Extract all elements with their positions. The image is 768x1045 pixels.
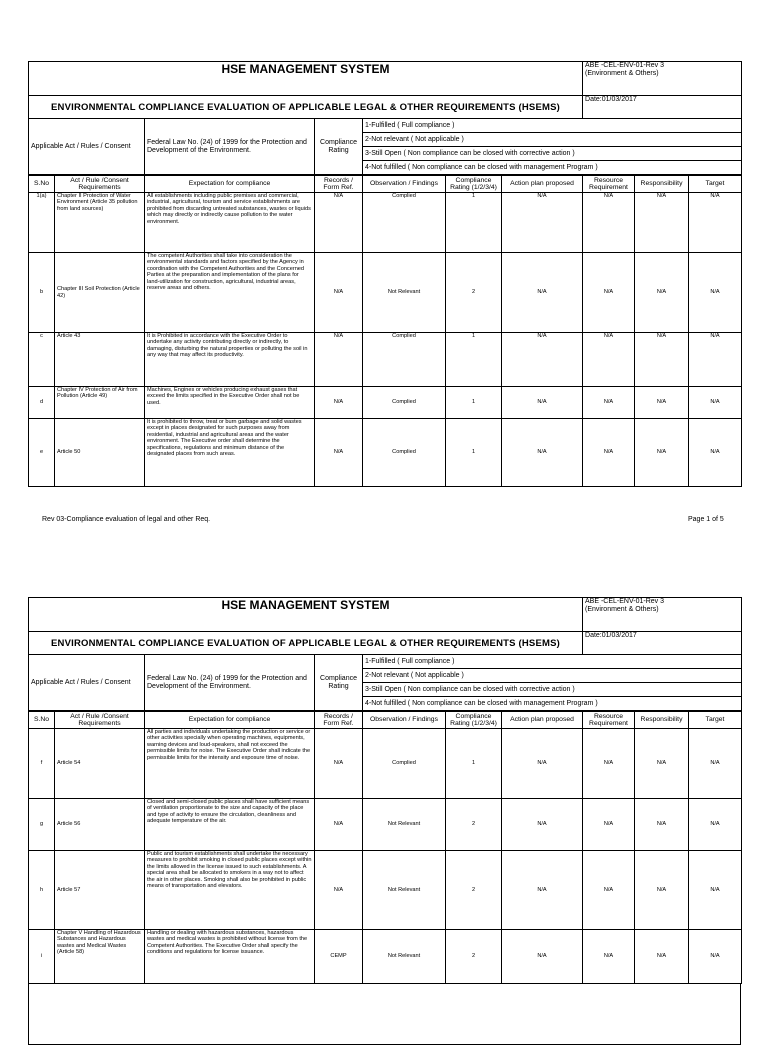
- cell-rating: 2: [446, 930, 502, 984]
- cell-observation: Complied: [363, 729, 446, 799]
- cell-records: N/A: [315, 387, 363, 419]
- col-act: Act / Rule /Consent Requirements: [55, 712, 145, 729]
- cell-act: Chapter V Handling of Hazardous Substances and Hazardous wastes and Medical Wastes (Article 58): [55, 930, 145, 984]
- table-row: [29, 253, 742, 333]
- cell-responsibility: N/A: [635, 851, 689, 930]
- cell-observation: Not Relevant: [363, 930, 446, 984]
- col-action: Action plan proposed: [502, 176, 583, 193]
- cell-action: N/A: [502, 419, 583, 487]
- cell-expectation: It is prohibited to throw, treat or burn garbage and solid wastes except in places designated for such purposes away from residential, industrial and agricultural areas and the water environment. The Executive order shall determine the specifications, regulations and minimum distance of the designated places from such areas.: [145, 419, 315, 487]
- col-rating: Compliance Rating (1/2/3/4): [446, 176, 502, 193]
- cell-resource: N/A: [583, 387, 635, 419]
- cell-action: N/A: [502, 799, 583, 851]
- col-resource: Resource Requirement: [583, 176, 635, 193]
- cell-rating: 2: [446, 851, 502, 930]
- cell-action: N/A: [502, 253, 583, 333]
- column-header-row: [29, 176, 742, 193]
- system-title: HSE MANAGEMENT SYSTEM: [29, 62, 583, 96]
- cell-sno: b: [29, 253, 55, 333]
- cell-rating: 1: [446, 193, 502, 253]
- cell-target: N/A: [689, 729, 742, 799]
- cell-records: N/A: [315, 799, 363, 851]
- compliance-table: [28, 711, 742, 984]
- table-row: [29, 333, 742, 387]
- col-resource: Resource Requirement: [583, 712, 635, 729]
- cell-resource: N/A: [583, 253, 635, 333]
- col-expectation: Expectation for compliance: [145, 176, 315, 193]
- cell-action: N/A: [502, 851, 583, 930]
- cell-rating: 2: [446, 253, 502, 333]
- cell-rating: 1: [446, 387, 502, 419]
- doc-ref-line: (Environment & Others): [585, 606, 659, 613]
- cell-act: Article 56: [55, 799, 145, 851]
- table-row: [29, 851, 742, 930]
- cell-target: N/A: [689, 193, 742, 253]
- rating-option: 1-Fulfilled ( Full compliance ): [363, 119, 742, 133]
- cell-sno: 1(a): [29, 193, 55, 253]
- doc-ref-line: (Environment & Others): [585, 70, 659, 77]
- table-row: [29, 387, 742, 419]
- footer-page-number: Page 1 of 5: [688, 516, 724, 523]
- cell-records: N/A: [315, 253, 363, 333]
- cell-act: Chapter II Protection of Water Environment (Article 35 pollution from land sources): [55, 193, 145, 253]
- col-target: Target: [689, 712, 742, 729]
- col-expectation: Expectation for compliance: [145, 712, 315, 729]
- cell-expectation: Handling or dealing with hazardous substances, hazardous wastes and medical wastes is prohibited without license from the Competent Authorities. The Executive Order shall specify the conditions and regulations for license issuance.: [145, 930, 315, 984]
- cell-act: Article 50: [55, 419, 145, 487]
- compliance-table: [28, 175, 742, 487]
- cell-records: N/A: [315, 419, 363, 487]
- applicable-label: Applicable Act / Rules / Consent: [29, 119, 145, 175]
- applicable-label: Applicable Act / Rules / Consent: [29, 655, 145, 711]
- cell-records: CEMP: [315, 930, 363, 984]
- col-rating: Compliance Rating (1/2/3/4): [446, 712, 502, 729]
- rating-option: 4-Not fulfilled ( Non compliance can be closed with management Program ): [363, 697, 742, 711]
- cell-resource: N/A: [583, 193, 635, 253]
- col-target: Target: [689, 176, 742, 193]
- cell-rating: 1: [446, 333, 502, 387]
- cell-responsibility: N/A: [635, 729, 689, 799]
- rating-option: 4-Not fulfilled ( Non compliance can be closed with management Program ): [363, 161, 742, 175]
- cell-responsibility: N/A: [635, 930, 689, 984]
- cell-resource: N/A: [583, 930, 635, 984]
- cell-rating: 1: [446, 729, 502, 799]
- table-row: [29, 799, 742, 851]
- law-reference: Federal Law No. (24) of 1999 for the Protection and Development of the Environment.: [145, 655, 315, 711]
- cell-target: N/A: [689, 333, 742, 387]
- doc-ref-line: ABE -CEL-ENV-01-Rev 3: [585, 62, 664, 69]
- cell-action: N/A: [502, 193, 583, 253]
- cell-observation: Not Relevant: [363, 851, 446, 930]
- cell-sno: g: [29, 799, 55, 851]
- col-observation: Observation / Findings: [363, 712, 446, 729]
- cell-responsibility: N/A: [635, 799, 689, 851]
- cell-resource: N/A: [583, 333, 635, 387]
- cell-action: N/A: [502, 387, 583, 419]
- cell-act: Article 43: [55, 333, 145, 387]
- cell-expectation: It is Prohibited in accordance with the Executive Order to undertake any activity contributing directly or indirectly, to damaging, disturbing the natural properties or polluting the soil in any way that may affect its productivity.: [145, 333, 315, 387]
- rating-option: 3-Still Open ( Non compliance can be closed with corrective action ): [363, 683, 742, 697]
- page-2: [28, 597, 741, 1045]
- table-row: [29, 419, 742, 487]
- table-row: [29, 729, 742, 799]
- continuation-area: [28, 984, 741, 1045]
- col-action: Action plan proposed: [502, 712, 583, 729]
- col-records: Records / Form Ref.: [315, 176, 363, 193]
- doc-ref: [583, 62, 742, 96]
- cell-expectation: The competent Authorities shall take into consideration the environmental standards and factors specified by the Agency in coordination with the Competent Authorities and the Concerned Parties at the preparation and implementation of the plans for land-utilization for construction, agricultural, industrial areas, reserve areas and others.: [145, 253, 315, 333]
- cell-sno: i: [29, 930, 55, 984]
- compliance-rating-label: Compliance Rating: [315, 655, 363, 711]
- cell-sno: h: [29, 851, 55, 930]
- header-table: [28, 61, 742, 175]
- cell-records: N/A: [315, 333, 363, 387]
- cell-responsibility: N/A: [635, 419, 689, 487]
- cell-action: N/A: [502, 930, 583, 984]
- cell-sno: d: [29, 387, 55, 419]
- cell-sno: e: [29, 419, 55, 487]
- eval-title: ENVIRONMENTAL COMPLIANCE EVALUATION OF APPLICABLE LEGAL & OTHER REQUIREMENTS (HSEMS): [29, 632, 583, 655]
- law-reference: Federal Law No. (24) of 1999 for the Protection and Development of the Environment.: [145, 119, 315, 175]
- cell-rating: 2: [446, 799, 502, 851]
- cell-resource: N/A: [583, 851, 635, 930]
- doc-date: Date:01/03/2017: [583, 632, 742, 655]
- rating-option: 3-Still Open ( Non compliance can be closed with corrective action ): [363, 147, 742, 161]
- cell-expectation: Closed and semi-closed public places shall have sufficient means of ventilation proportionate to the size and capacity of the place and type of activity to ensure the circulation, cleanliness and adequate temperature of the air.: [145, 799, 315, 851]
- eval-title: ENVIRONMENTAL COMPLIANCE EVALUATION OF APPLICABLE LEGAL & OTHER REQUIREMENTS (HSEMS): [29, 96, 583, 119]
- cell-observation: Not Relevant: [363, 253, 446, 333]
- cell-records: N/A: [315, 851, 363, 930]
- table-row: [29, 193, 742, 253]
- compliance-rating-label: Compliance Rating: [315, 119, 363, 175]
- cell-responsibility: N/A: [635, 333, 689, 387]
- cell-records: N/A: [315, 729, 363, 799]
- cell-target: N/A: [689, 851, 742, 930]
- cell-target: N/A: [689, 799, 742, 851]
- cell-resource: N/A: [583, 419, 635, 487]
- cell-act: Chapter III Soil Protection (Article 42): [55, 253, 145, 333]
- col-responsibility: Responsibility: [635, 712, 689, 729]
- cell-resource: N/A: [583, 799, 635, 851]
- footer-left: Rev 03-Compliance evaluation of legal and other Req.: [42, 516, 211, 523]
- cell-target: N/A: [689, 387, 742, 419]
- doc-ref-line: ABE -CEL-ENV-01-Rev 3: [585, 598, 664, 605]
- cell-rating: 1: [446, 419, 502, 487]
- rating-option: 1-Fulfilled ( Full compliance ): [363, 655, 742, 669]
- cell-resource: N/A: [583, 729, 635, 799]
- cell-responsibility: N/A: [635, 253, 689, 333]
- cell-target: N/A: [689, 253, 742, 333]
- cell-observation: Complied: [363, 333, 446, 387]
- cell-expectation: Machines, Engines or vehicles producing exhaust gases that exceed the limits specified in the Executive Order shall not be used.: [145, 387, 315, 419]
- col-responsibility: Responsibility: [635, 176, 689, 193]
- cell-observation: Complied: [363, 419, 446, 487]
- cell-act: Article 57: [55, 851, 145, 930]
- col-sno: S.No: [29, 712, 55, 729]
- cell-target: N/A: [689, 419, 742, 487]
- system-title: HSE MANAGEMENT SYSTEM: [29, 598, 583, 632]
- col-records: Records / Form Ref.: [315, 712, 363, 729]
- cell-expectation: All establishments including public premises and commercial, industrial, agricultural, tourism and service establishments are prohibited from discarding untreated substances, wastes or liquids which may directly or indirectly cause pollution to the water environment.: [145, 193, 315, 253]
- header-table: [28, 597, 742, 711]
- cell-observation: Complied: [363, 193, 446, 253]
- cell-expectation: All parties and individuals undertaking the production or service or other activities specially when operating machines, equipments, warning devices and loud-speakers, shall not exceed the permissible limits for noise. The Executive Order shall indicate the permissible limits for the intensity and exposure time of noise.: [145, 729, 315, 799]
- cell-responsibility: N/A: [635, 193, 689, 253]
- column-header-row: [29, 712, 742, 729]
- cell-observation: Not Relevant: [363, 799, 446, 851]
- page-1: [28, 61, 741, 487]
- cell-expectation: Public and tourism establishments shall undertake the necessary measures to prohibit smoking in closed public places except within the limits allowed in the license issued to such establishments. A special area shall be allocated to smokers in a way not to affect the air in other places. Smoking shall also be prohibited in public means of transportation and elevators.: [145, 851, 315, 930]
- cell-records: N/A: [315, 193, 363, 253]
- cell-responsibility: N/A: [635, 387, 689, 419]
- table-row: [29, 930, 742, 984]
- rating-option: 2-Not relevant ( Not applicable ): [363, 669, 742, 683]
- col-act: Act / Rule /Consent Requirements: [55, 176, 145, 193]
- col-sno: S.No: [29, 176, 55, 193]
- cell-act: Chapter IV Protection of Air from Pollution (Article 49): [55, 387, 145, 419]
- cell-target: N/A: [689, 930, 742, 984]
- rating-option: 2-Not relevant ( Not applicable ): [363, 133, 742, 147]
- cell-observation: Complied: [363, 387, 446, 419]
- doc-ref: [583, 598, 742, 632]
- cell-action: N/A: [502, 333, 583, 387]
- cell-sno: c: [29, 333, 55, 387]
- cell-act: Article 54: [55, 729, 145, 799]
- cell-sno: f: [29, 729, 55, 799]
- col-observation: Observation / Findings: [363, 176, 446, 193]
- cell-action: N/A: [502, 729, 583, 799]
- doc-date: Date:01/03/2017: [583, 96, 742, 119]
